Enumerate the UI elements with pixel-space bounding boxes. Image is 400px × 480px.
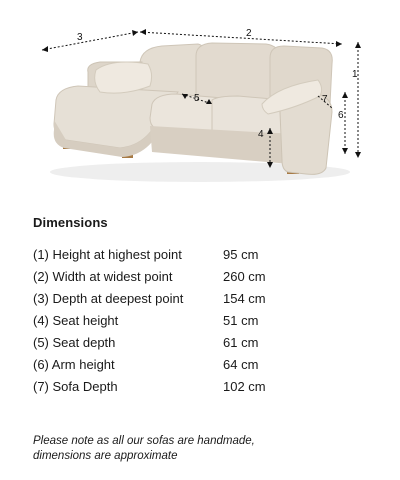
dimension-label: (3) Depth at deepest point [33,290,184,306]
dimension-value: 51 cm [223,312,259,328]
arrowhead [140,29,146,35]
dimension-label: (7) Sofa Depth [33,378,118,394]
dimension-row [33,309,363,331]
dimension-value: 102 cm [223,378,266,394]
callout-7: 7 [322,94,328,105]
arrowhead [132,30,138,36]
dimensions-heading: Dimensions [33,215,108,230]
callout-4: 4 [258,129,264,140]
dimension-value: 61 cm [223,334,259,350]
dimension-row [33,287,363,309]
depth-line-3 [42,32,138,50]
dimension-row [33,375,363,397]
dimension-value: 95 cm [223,246,259,262]
dimension-label: (4) Seat height [33,312,119,328]
dimension-value: 154 cm [223,290,266,306]
scatter-cushion [95,62,152,93]
arrowhead [336,41,342,47]
dimension-value: 260 cm [223,268,266,284]
handmade-note [33,434,255,464]
arrowhead [342,92,348,98]
callout-6: 6 [338,110,344,121]
dimension-label: (2) Width at widest point [33,268,173,284]
sofa-illustration [0,0,400,200]
dimension-label: (6) Arm height [33,356,115,372]
seat-cushion [150,94,222,132]
arrowhead [355,152,361,158]
callout-2: 2 [246,28,252,39]
callout-5: 5 [194,93,200,104]
note-line-2: dimensions are approximate [33,450,178,462]
dimension-row [33,331,363,353]
dimension-value: 64 cm [223,356,259,372]
dimension-label: (5) Seat depth [33,334,116,350]
dimension-label: (1) Height at highest point [33,246,182,262]
note-line-1: Please note as all our sofas are handmade, [33,435,255,447]
dimension-row [33,243,363,265]
callout-3: 3 [77,32,83,43]
callout-1: 1 [352,69,358,80]
arrowhead [355,42,361,48]
arrowhead [42,46,48,52]
arrowhead [342,148,348,154]
dimension-row [33,353,363,375]
dimension-row [33,265,363,287]
dimensions-list [33,243,363,397]
width-line-2 [140,32,342,44]
